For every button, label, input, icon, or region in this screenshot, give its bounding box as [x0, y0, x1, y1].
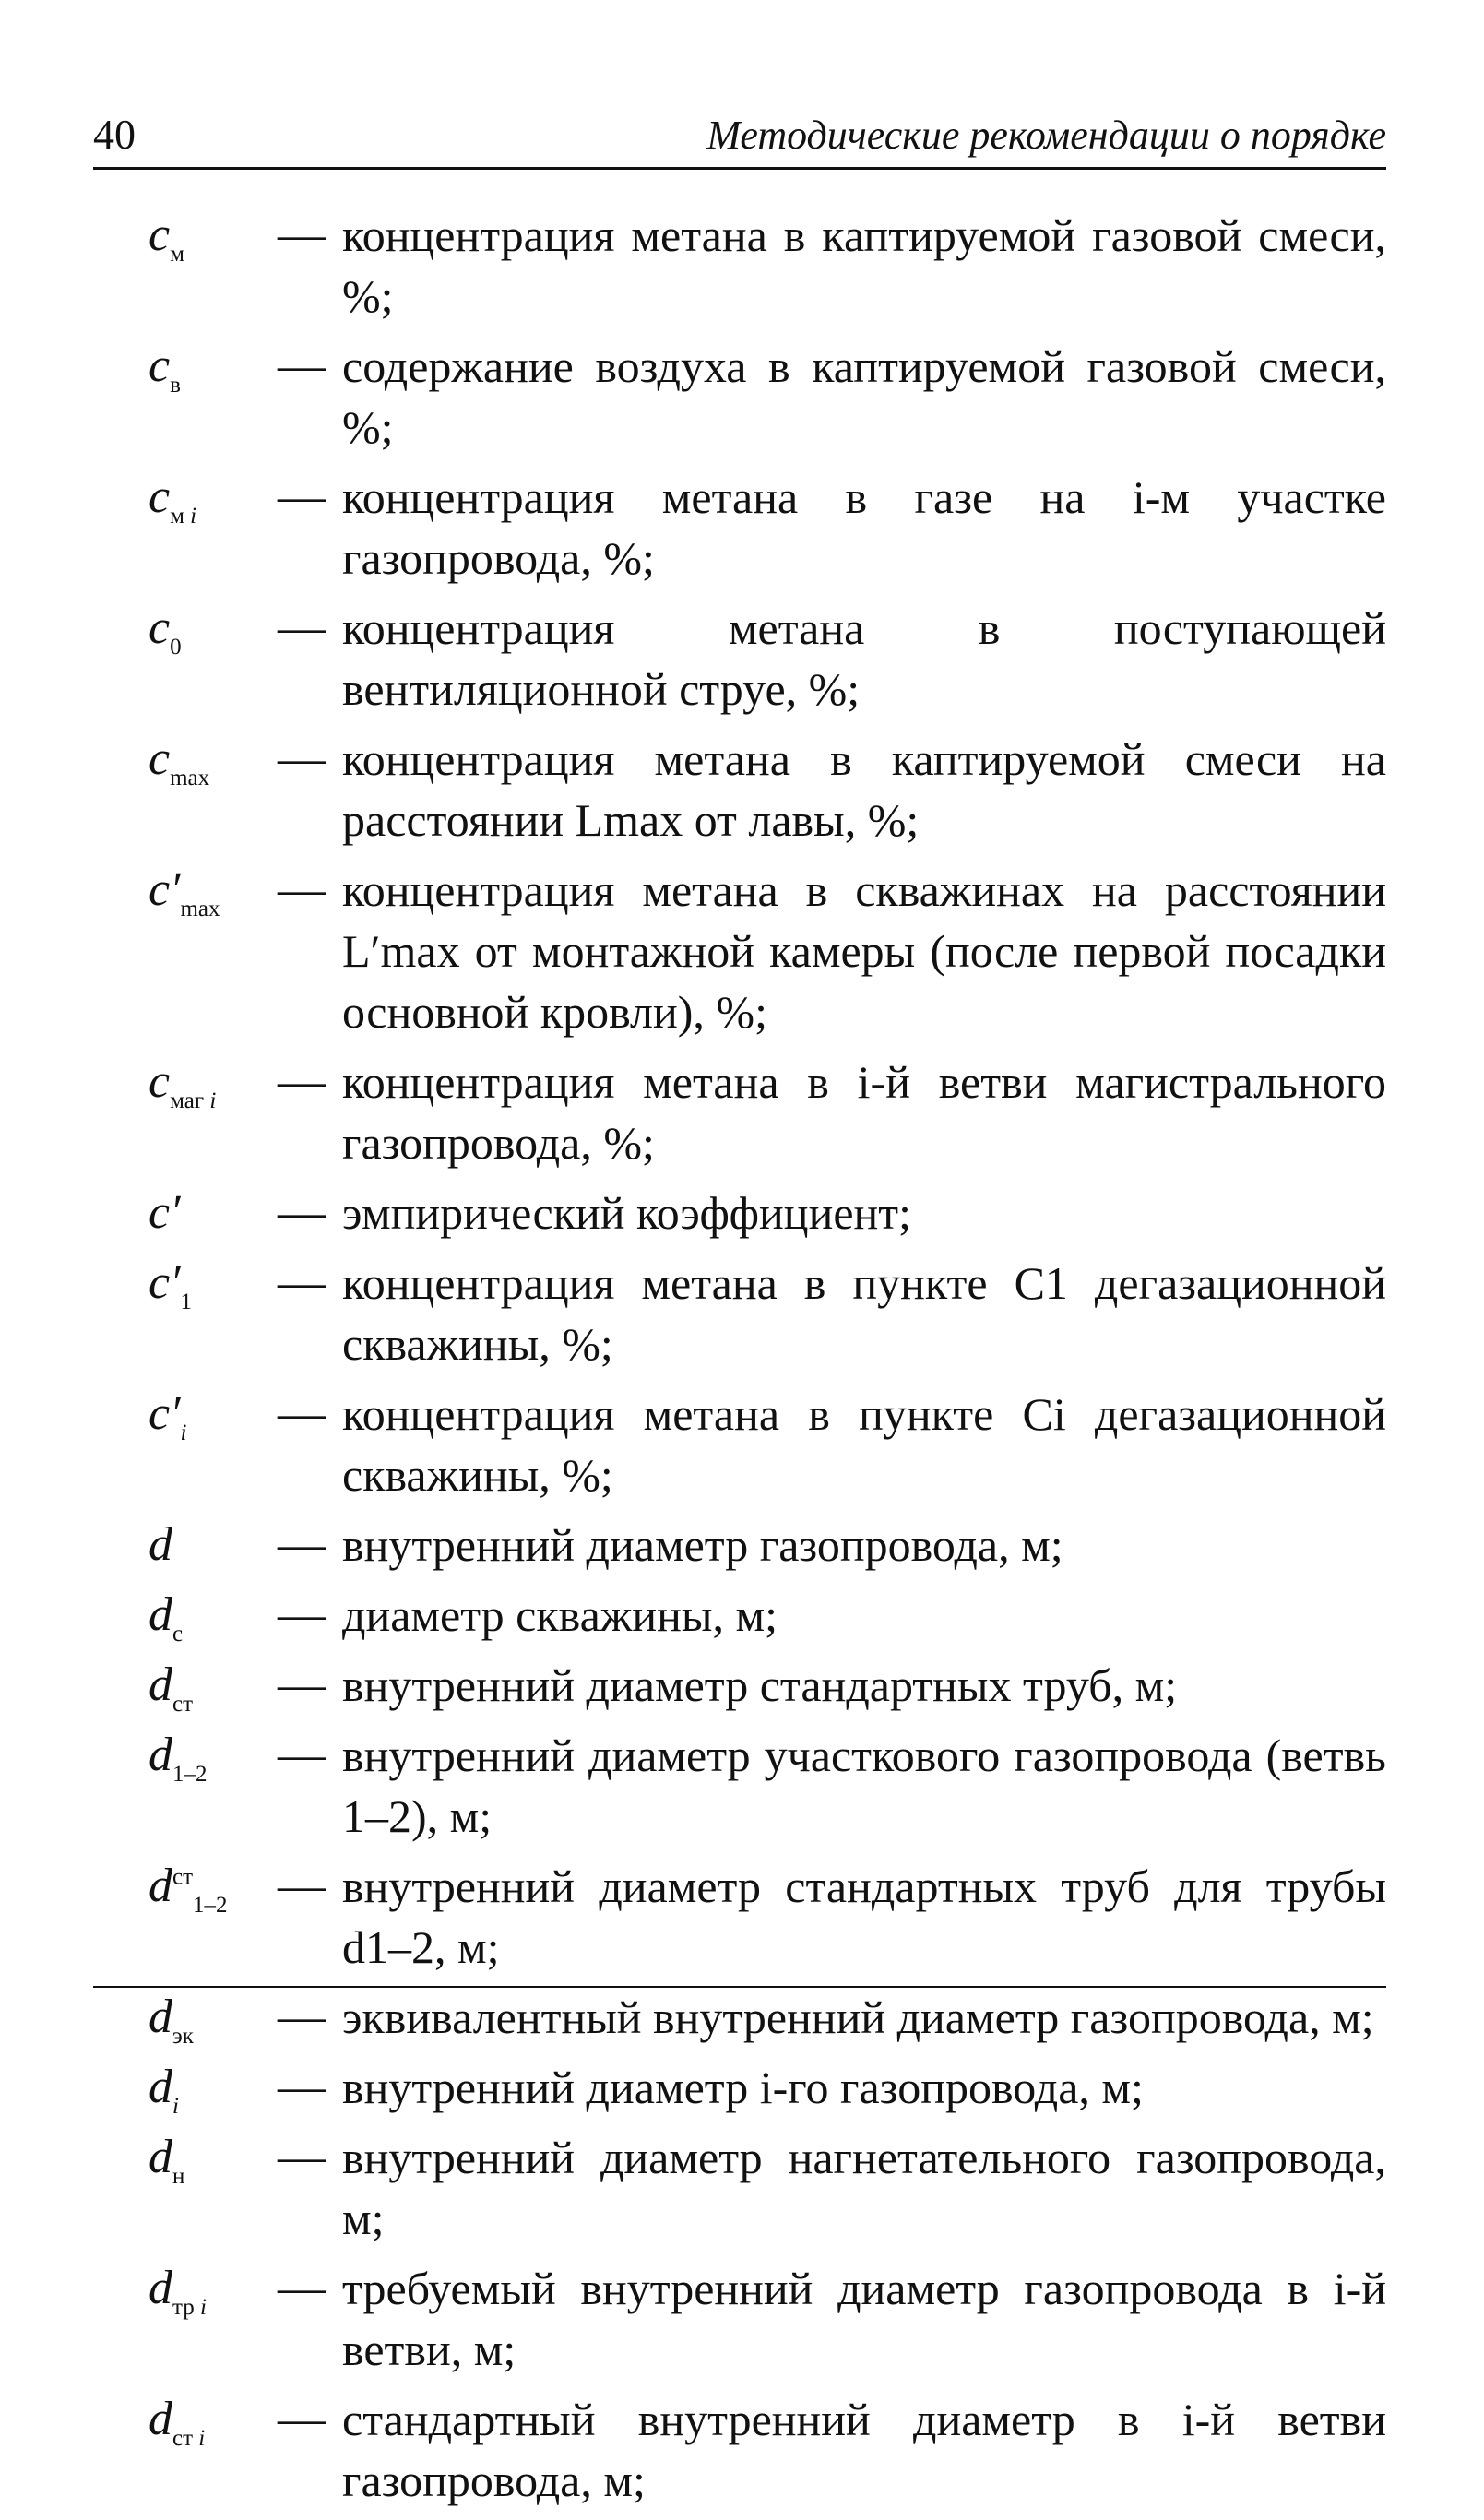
em-dash: —	[278, 2262, 326, 2314]
symbol-notation	[148, 336, 181, 397]
symbol-entry	[93, 729, 1386, 850]
symbol-base: d	[148, 1588, 172, 1641]
symbol-notation	[148, 1052, 216, 1112]
bottom-rule	[93, 1986, 1386, 1988]
subscript-text: м	[170, 242, 184, 267]
symbol-base: c′	[148, 1256, 181, 1309]
symbol-entry	[93, 2389, 1386, 2511]
symbol-description: концентрация метана в пункте C1 дегазационной скважины, %;	[342, 1257, 1386, 1370]
symbol-entry	[93, 1052, 1386, 1173]
symbol-subscript	[180, 897, 220, 921]
symbol-notation	[148, 2258, 207, 2319]
em-dash: —	[278, 1860, 326, 1912]
symbol-entry	[93, 1515, 1386, 1575]
symbol-subscript	[172, 2426, 205, 2451]
em-dash: —	[278, 1055, 326, 1108]
subscript-text: в	[170, 373, 181, 398]
symbol-subscript	[193, 1893, 228, 1918]
symbol-notation	[148, 1585, 183, 1646]
symbol-subscript	[172, 1762, 208, 1787]
symbol-entry	[93, 1183, 1386, 1243]
symbol-description: внутренний диаметр участкового газопровода (ветвь 1–2), м;	[342, 1730, 1386, 1842]
symbol-subscript	[170, 635, 182, 660]
symbol-base: c	[148, 470, 171, 523]
symbol-entry	[93, 1655, 1386, 1716]
symbol-description: внутренний диаметр i-го газопровода, м;	[342, 2062, 1144, 2113]
symbol-notation	[148, 205, 184, 266]
em-dash: —	[278, 1991, 326, 2043]
em-dash: —	[278, 1658, 326, 1711]
symbol-entry	[93, 1585, 1386, 1646]
symbol-subscript	[180, 1420, 186, 1445]
subscript-text: н	[172, 2164, 185, 2189]
symbol-entry	[93, 2127, 1386, 2249]
symbol-base: d	[148, 1860, 172, 1912]
em-dash: —	[278, 470, 326, 523]
symbol-description: требуемый внутренний диаметр газопровода в i-й ветви, м;	[342, 2263, 1386, 2375]
symbol-entry	[93, 860, 1386, 1042]
symbol-subscript	[170, 242, 184, 267]
subscript-index: i	[172, 2094, 179, 2119]
symbol-base: d	[148, 2131, 172, 2183]
em-dash: —	[278, 1256, 326, 1309]
symbol-subscript	[180, 1290, 192, 1314]
em-dash: —	[278, 2061, 326, 2113]
em-dash: —	[278, 2131, 326, 2183]
symbol-description: содержание воздуха в каптируемой газовой смеси, %;	[342, 340, 1386, 453]
subscript-text: с	[172, 1622, 184, 1646]
symbol-description: эмпирический коэффициент;	[342, 1187, 912, 1239]
em-dash: —	[278, 1186, 326, 1239]
symbol-notation	[148, 467, 196, 528]
symbol-base: d	[148, 1518, 172, 1571]
symbol-notation	[148, 729, 209, 790]
symbol-base: d	[148, 1991, 172, 2043]
subscript-text: 0	[170, 635, 182, 660]
subscript-text: 1–2	[172, 1762, 208, 1787]
symbol-subscript	[172, 2295, 207, 2320]
symbol-entry	[93, 1253, 1386, 1374]
symbol-description: концентрация метана в пункте Ci дегазационной скважины, %;	[342, 1388, 1386, 1501]
symbol-subscript	[172, 2164, 184, 2189]
symbol-subscript	[172, 1622, 183, 1646]
symbol-superscript: ст	[172, 1864, 194, 1890]
symbol-base: c	[148, 339, 171, 392]
symbol-list	[93, 205, 1386, 2520]
symbol-notation	[148, 2389, 205, 2450]
symbol-description: концентрация метана в газе на i-м участке газопровода, %;	[342, 471, 1386, 584]
subscript-text: 1	[180, 1290, 192, 1314]
em-dash: —	[278, 1588, 326, 1641]
em-dash: —	[278, 732, 326, 785]
symbol-base: c	[148, 601, 171, 654]
symbol-description: концентрация метана в i-й ветви магистрального газопровода, %;	[342, 1056, 1386, 1169]
symbol-notation	[148, 1856, 228, 1917]
symbol-description: концентрация метана в каптируемой смеси на расстоянии Lmax от лавы, %;	[342, 733, 1386, 846]
subscript-index: i	[199, 2295, 207, 2320]
symbol-entry	[93, 1856, 1386, 1978]
symbol-notation	[148, 860, 220, 921]
subscript-text: тр	[172, 2295, 195, 2320]
symbol-base: c′	[148, 1387, 181, 1440]
symbol-entry	[93, 205, 1386, 327]
symbol-entry	[93, 467, 1386, 588]
symbol-description: стандартный внутренний диаметр в i-й ветви газопровода, м;	[342, 2394, 1386, 2506]
symbol-description: внутренний диаметр стандартных труб, м;	[342, 1659, 1178, 1711]
em-dash: —	[278, 601, 326, 654]
symbol-entry	[93, 2258, 1386, 2380]
subscript-text: маг	[170, 1088, 205, 1113]
em-dash: —	[278, 1518, 326, 1571]
symbol-notation	[148, 1725, 208, 1786]
subscript-text: ст	[172, 2426, 194, 2451]
symbol-base: c′	[148, 863, 181, 916]
subscript-text: ст	[172, 1692, 194, 1717]
symbol-base: d	[148, 2061, 172, 2113]
page-number: 40	[93, 111, 136, 158]
symbol-description: внутренний диаметр газопровода, м;	[342, 1519, 1063, 1571]
symbol-base: c	[148, 1055, 171, 1108]
symbol-subscript	[172, 2094, 179, 2119]
header-rule	[93, 167, 1386, 170]
subscript-text: 1–2	[193, 1893, 228, 1918]
symbol-base: d	[148, 2393, 172, 2445]
symbol-notation	[148, 1384, 186, 1444]
subscript-text: max	[170, 766, 210, 790]
symbol-notation	[148, 1253, 192, 1313]
symbol-base: c	[148, 208, 171, 261]
symbol-subscript	[170, 504, 196, 529]
symbol-notation	[148, 1987, 194, 2048]
symbol-description: внутренний диаметр стандартных труб для трубы d1–2, м;	[342, 1860, 1386, 1973]
symbol-entry	[93, 1384, 1386, 1505]
subscript-text: эк	[172, 2024, 194, 2049]
symbol-description: эквивалентный внутренний диаметр газопровода, м;	[342, 1991, 1374, 2043]
em-dash: —	[278, 208, 326, 261]
symbol-subscript	[172, 2024, 194, 2049]
subscript-text: м	[170, 504, 184, 529]
symbol-description: концентрация метана в скважинах на расстоянии L′max от монтажной камеры (после первой посадки основной кровли), %;	[342, 864, 1386, 1038]
em-dash: —	[278, 863, 326, 916]
symbol-entry	[93, 2057, 1386, 2118]
em-dash: —	[278, 339, 326, 392]
subscript-index: i	[180, 1420, 187, 1445]
symbol-subscript	[172, 1692, 193, 1717]
symbol-description: концентрация метана в поступающей вентиляционной струе, %;	[342, 602, 1386, 715]
symbol-notation	[148, 598, 182, 659]
symbol-entry	[93, 1725, 1386, 1847]
symbol-notation	[148, 1655, 193, 1716]
symbol-base: d	[148, 1729, 172, 1781]
em-dash: —	[278, 2393, 326, 2445]
symbol-subscript	[170, 373, 181, 398]
subscript-text: max	[180, 897, 220, 921]
symbol-notation	[148, 2057, 179, 2118]
subscript-index: i	[198, 2426, 206, 2451]
symbol-base: c′	[148, 1186, 181, 1239]
symbol-base: d	[148, 2262, 172, 2314]
subscript-index: i	[209, 1088, 217, 1113]
symbol-notation	[148, 2127, 184, 2188]
symbol-subscript	[170, 766, 209, 790]
symbol-base: c	[148, 732, 171, 785]
symbol-entry	[93, 598, 1386, 719]
em-dash: —	[278, 1729, 326, 1781]
symbol-base: d	[148, 1658, 172, 1711]
em-dash: —	[278, 1387, 326, 1440]
symbol-description: внутренний диаметр нагнетательного газопровода, м;	[342, 2132, 1386, 2244]
symbol-subscript	[170, 1088, 216, 1113]
symbol-notation	[148, 1183, 180, 1243]
subscript-index: i	[190, 504, 197, 529]
symbol-entry	[93, 336, 1386, 458]
running-title: Методические рекомендации о порядке	[706, 113, 1386, 158]
symbol-description: концентрация метана в каптируемой газовой смеси, %;	[342, 209, 1386, 322]
symbol-notation	[148, 1515, 172, 1575]
symbol-description: диаметр скважины, м;	[342, 1589, 778, 1641]
symbol-entry	[93, 1987, 1386, 2048]
